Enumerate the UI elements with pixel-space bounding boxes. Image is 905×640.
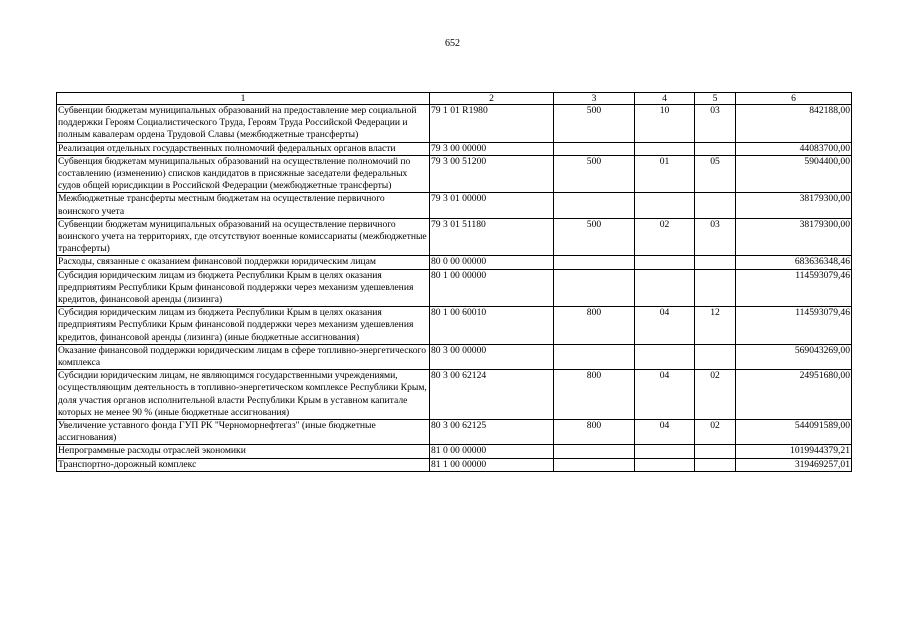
item-col-5: 03 [695,218,736,256]
item-name: Субсидия юридическим лицам из бюджета Республики Крым в целях оказания предприятиям Республики Крым финансовой поддержки через механизм удешевления кредитов, финансовой аренды (лизинга) [57,269,430,307]
item-amount: 44083700,00 [736,142,852,155]
item-col-4 [635,445,695,458]
item-amount: 1019944379,21 [736,445,852,458]
item-col-5 [695,458,736,471]
item-code: 80 1 00 60010 [430,307,554,345]
item-col-3: 800 [554,370,635,420]
item-name: Субвенция бюджетам муниципальных образований на осуществление полномочий по составлению (изменению) списков кандидатов в присяжные заседатели федеральных судов общей юрисдикции в Российской Федерации (межбюджетные трансферты) [57,155,430,193]
item-code: 81 0 00 00000 [430,445,554,458]
table-row [57,193,852,218]
item-col-3: 500 [554,218,635,256]
item-col-3 [554,256,635,269]
item-col-3: 500 [554,105,635,143]
item-col-4 [635,458,695,471]
item-col-3 [554,193,635,218]
item-name: Непрограммные расходы отраслей экономики [57,445,430,458]
table-row [57,370,852,420]
header-col-2: 2 [430,93,554,105]
item-code: 80 3 00 62124 [430,370,554,420]
item-col-3 [554,269,635,307]
table-row [57,269,852,307]
item-code: 80 3 00 00000 [430,344,554,369]
item-amount: 683636348,46 [736,256,852,269]
item-col-5: 05 [695,155,736,193]
item-col-5: 03 [695,105,736,143]
item-col-4 [635,269,695,307]
table-row [57,445,852,458]
header-row [57,93,852,105]
item-amount: 544091589,00 [736,420,852,445]
item-amount: 24951680,00 [736,370,852,420]
item-name: Увеличение уставного фонда ГУП РК "Черноморнефтегаз" (иные бюджетные ассигнования) [57,420,430,445]
header-col-3: 3 [554,93,635,105]
item-col-4 [635,256,695,269]
table-row [57,420,852,445]
item-name: Субсидии юридическим лицам, не являющимся государственными учреждениями, осуществляющим деятельность в топливно-энергетическом комплексе Республики Крым, доля участия органов исполнительной власти Республики Крым в уставном капитале которых не менее 90 % (иные бюджетные ассигнования) [57,370,430,420]
item-col-4: 04 [635,307,695,345]
item-col-5 [695,256,736,269]
item-col-5 [695,445,736,458]
item-col-4: 04 [635,370,695,420]
table-row [57,458,852,471]
item-code: 80 3 00 62125 [430,420,554,445]
item-code: 80 0 00 00000 [430,256,554,269]
item-name: Субвенции бюджетам муниципальных образований на предоставление мер социальной поддержки Героям Социалистического Труда, Героям Труда Российской Федерации и полным кавалерам ордена Трудовой Славы (межбюджетные трансферты) [57,105,430,143]
item-amount: 38179300,00 [736,193,852,218]
item-name: Оказание финансовой поддержки юридическим лицам в сфере топливно-энергетического комплекса [57,344,430,369]
item-amount: 569043269,00 [736,344,852,369]
item-col-5 [695,269,736,307]
item-name: Субвенции бюджетам муниципальных образований на осуществление первичного воинского учета на территориях, где отсутствуют военные комиссариаты (межбюджетные трансферты) [57,218,430,256]
header-col-6: 6 [736,93,852,105]
item-code: 81 1 00 00000 [430,458,554,471]
item-col-3 [554,445,635,458]
item-amount: 319469257,01 [736,458,852,471]
item-col-3 [554,142,635,155]
item-col-5: 02 [695,370,736,420]
item-code: 79 3 00 51200 [430,155,554,193]
item-name: Транспортно-дорожный комплекс [57,458,430,471]
item-name: Межбюджетные трансферты местным бюджетам на осуществление первичного воинского учета [57,193,430,218]
item-col-4 [635,193,695,218]
table-row [57,256,852,269]
item-code: 79 3 01 51180 [430,218,554,256]
table-row [57,142,852,155]
header-col-4: 4 [635,93,695,105]
item-code: 80 1 00 00000 [430,269,554,307]
item-name: Расходы, связанные с оказанием финансовой поддержки юридическим лицам [57,256,430,269]
item-col-3: 800 [554,307,635,345]
item-name: Субсидия юридическим лицам из бюджета Республики Крым в целях оказания предприятиям Республики Крым финансовой поддержки через механизм удешевления кредитов, финансовой аренды (лизинга) (иные бюджетные ассигнования) [57,307,430,345]
page-number: 652 [445,38,460,49]
table-row [57,155,852,193]
table-row [57,344,852,369]
item-code: 79 3 00 00000 [430,142,554,155]
item-col-5 [695,142,736,155]
table-row [57,307,852,345]
item-amount: 5904400,00 [736,155,852,193]
item-amount: 114593079,46 [736,307,852,345]
item-col-5: 12 [695,307,736,345]
item-col-4: 04 [635,420,695,445]
item-col-4 [635,142,695,155]
item-col-4: 01 [635,155,695,193]
item-col-5 [695,344,736,369]
header-col-1: 1 [57,93,430,105]
item-code: 79 3 01 00000 [430,193,554,218]
item-code: 79 1 01 R1980 [430,105,554,143]
table-row [57,105,852,143]
table-row [57,218,852,256]
item-amount: 114593079,46 [736,269,852,307]
item-col-3: 800 [554,420,635,445]
item-col-3: 500 [554,155,635,193]
item-col-3 [554,458,635,471]
header-col-5: 5 [695,93,736,105]
item-col-4: 02 [635,218,695,256]
budget-table [56,92,852,472]
item-col-4 [635,344,695,369]
item-col-5: 02 [695,420,736,445]
item-col-4: 10 [635,105,695,143]
item-col-3 [554,344,635,369]
item-amount: 842188,00 [736,105,852,143]
item-col-5 [695,193,736,218]
item-name: Реализация отдельных государственных полномочий федеральных органов власти [57,142,430,155]
item-amount: 38179300,00 [736,218,852,256]
